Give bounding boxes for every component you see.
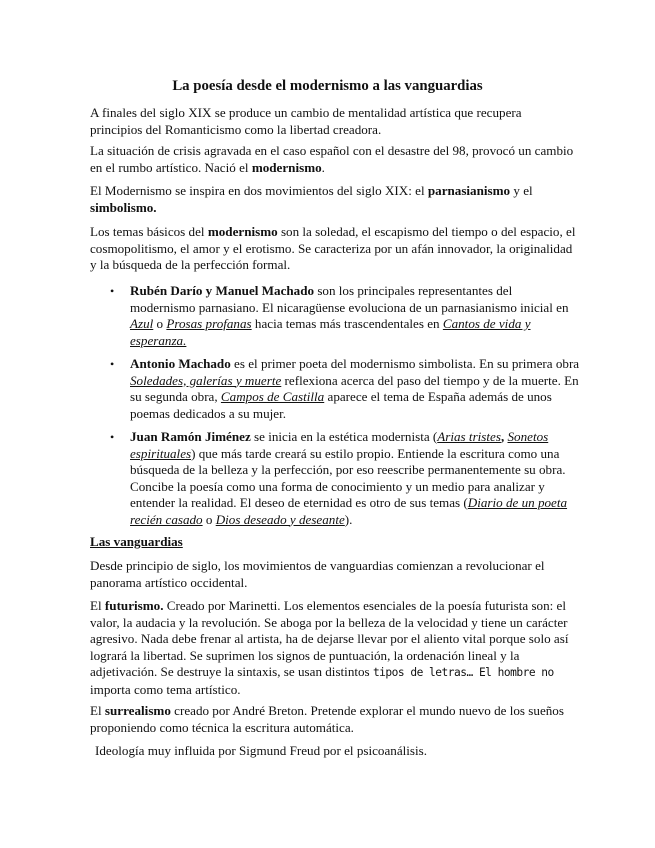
paragraph-intro: A finales del siglo XIX se produce un cambio de mentalidad artística que recupera principios del Romanticismo como la libertad creadora. (90, 105, 522, 137)
paragraph-crisis: La situación de crisis agravada en el caso español con el desastre del 98, provocó un cambio en el rumbo artístico. Nació el modernismo. (90, 143, 574, 175)
paragraph-futurismo: El futurismo. Creado por Marinetti. Los elementos esenciales de la poesía futurista son: el valor, la audacia y la revolución. Se aboga por la belleza de la velocidad y tiene un carácter agresivo. Nada debe frenar al artista, ha de dejarse llevar por el aliento vital porque solo así logrará la libertad. Se suprimen los signos de puntuación, la ordenación lineal y la adjetivación. Se destruye la sintaxis, se usan distintos tipos de letras… El hombre no importa como tema artístico. (90, 598, 569, 697)
paragraph-influences: El Modernismo se inspira en dos movimientos del siglo XIX: el parnasianismo y el simbolismo. (90, 183, 533, 215)
bullet-marker: • (110, 284, 115, 298)
paragraph-surrealismo: El surrealismo creado por André Breton. Pretende explorar el mundo nuevo de los sueños proponiendo como técnica la escritura automática. (90, 703, 564, 735)
bullet-marker: • (110, 430, 115, 444)
bullet-text: Rubén Darío y Manuel Machado son los principales representantes del modernismo parnasiano. El nicaragüense evoluciona de un parnasianismo inicial en Azul o Prosas profanas hacia temas más trascendentales en Cantos de vida y esperanza. (130, 283, 569, 348)
document-title: La poesía desde el modernismo a las vanguardias (172, 78, 483, 94)
bullet-marker: • (110, 357, 115, 371)
paragraph-themes: Los temas básicos del modernismo son la soledad, el escapismo del tiempo o del espacio, el cosmopolitismo, el amor y el erotismo. Se caracteriza por un afán innovador, la originalidad y la búsqueda de la perfección formal. (90, 224, 576, 272)
bullet-text: Juan Ramón Jiménez se inicia en la estética modernista (Arias tristes, Sonetos espirituales) que más tarde creará su estilo propio. Entiende la escritura como una búsqueda de la belleza y la perfección, por eso reescribe permanentemente su obra. Concibe la poesía como una forma de conocimiento y un medio para analizar y entender la realidad. El deseo de eternidad es otro de sus temas (Diario de un poeta recién casado o Dios deseado y deseante). (130, 429, 568, 527)
section-heading-vanguardias: Las vanguardias (90, 534, 183, 549)
paragraph-vanguardias-intro: Desde principio de siglo, los movimientos de vanguardias comienzan a revolucionar el panorama artístico occidental. (90, 558, 545, 590)
bullet-text: Antonio Machado es el primer poeta del modernismo simbolista. En su primera obra Soledades, galerías y muerte reflexiona acerca del paso del tiempo y de la muerte. En su segunda obra, Campos de Castilla aparece el tema de España además de unos poemas dedicados a su mujer. (130, 356, 580, 421)
paragraph-freud: Ideología muy influida por Sigmund Freud por el psicoanálisis. (95, 743, 428, 758)
